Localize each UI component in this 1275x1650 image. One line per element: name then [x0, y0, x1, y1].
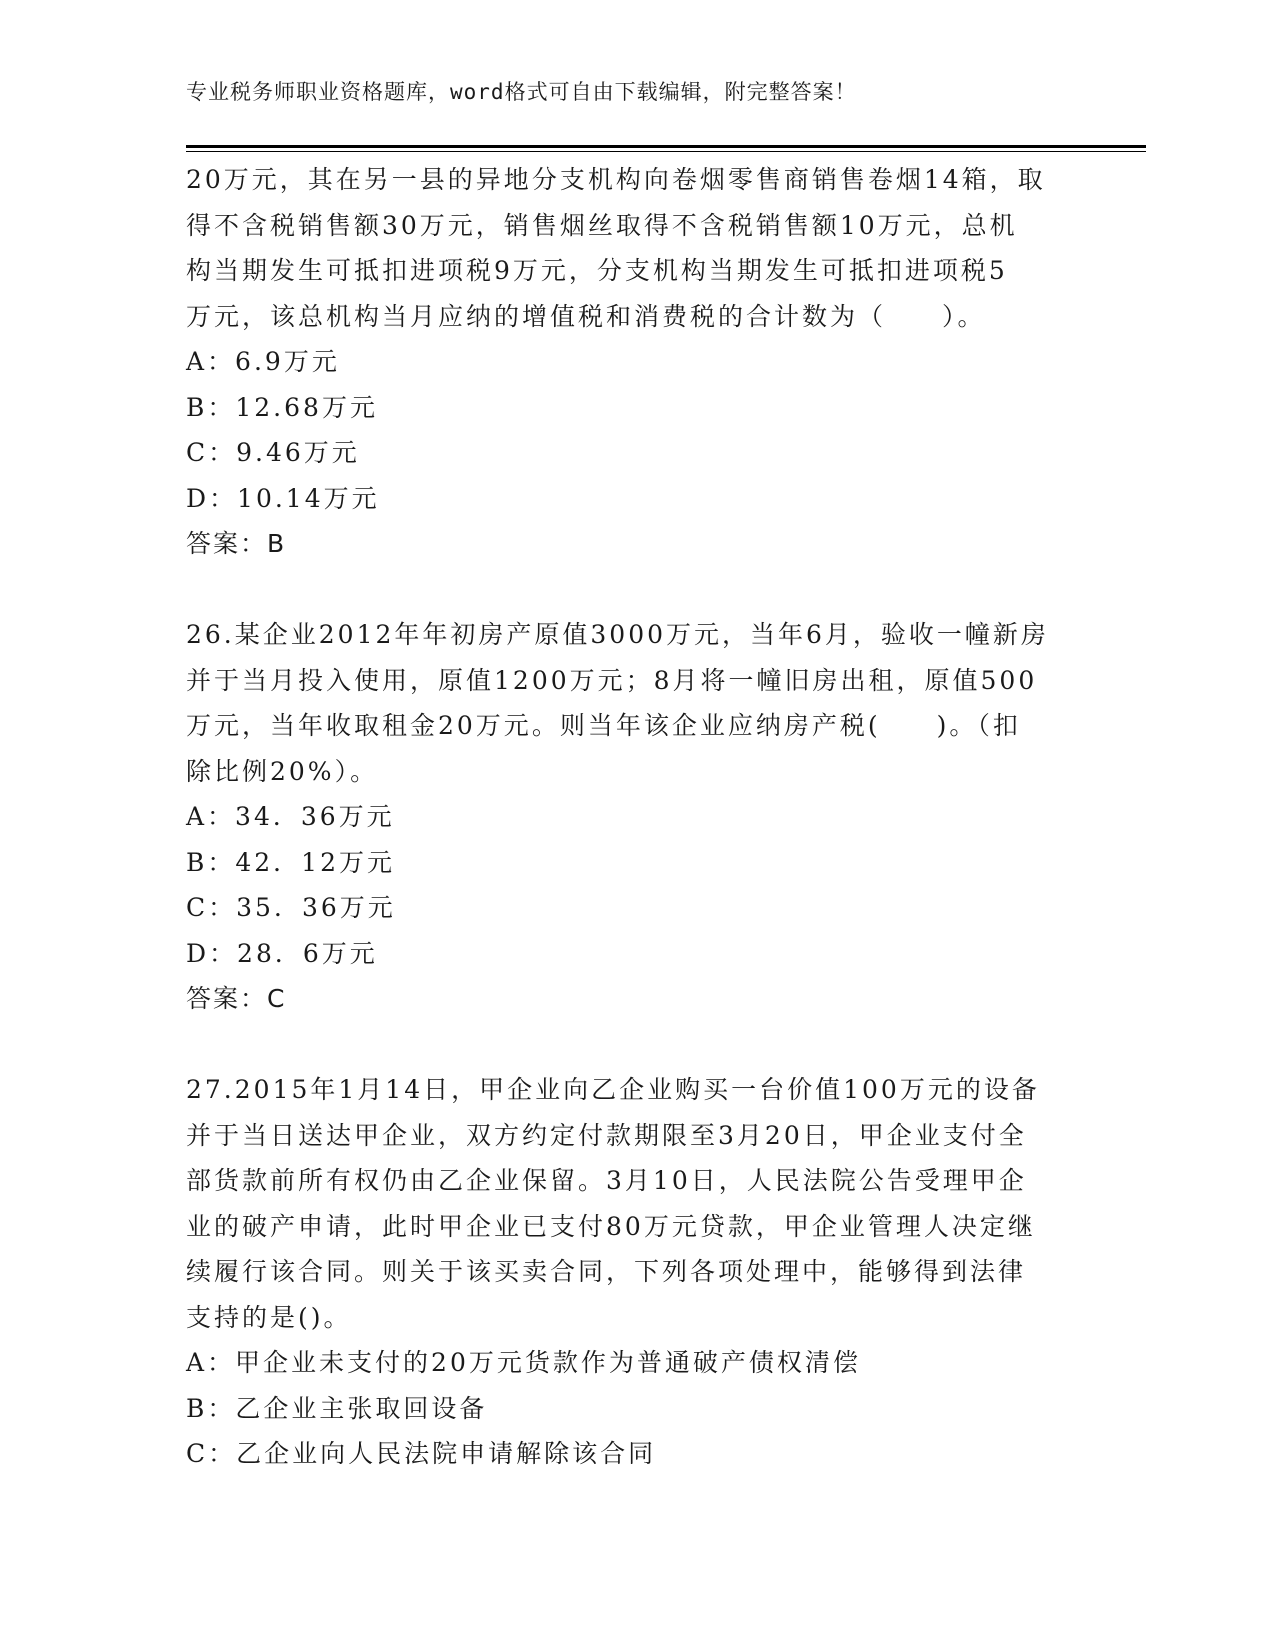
option-a: A：甲企业未支付的20万元货款作为普通破产债权清偿 — [186, 1348, 861, 1377]
question-text-line: 万元，该总机构当月应纳的增值税和消费税的合计数为（ ）。 — [186, 301, 986, 331]
question-text-line: 万元，当年收取租金20万元。则当年该企业应纳房产税( )。（扣 — [186, 711, 1021, 740]
header-rule-thin — [186, 151, 1146, 152]
question-text-line: 27.2015年1月14日，甲企业向乙企业购买一台价值100万元的设备 — [186, 1075, 1040, 1104]
header-rule-thick — [186, 145, 1146, 148]
question-text-line: 续履行该合同。则关于该买卖合同，下列各项处理中，能够得到法律 — [186, 1257, 1027, 1286]
question-text-line: 支持的是()。 — [186, 1302, 352, 1332]
question-text-line: 26.某企业2012年年初房产原值3000万元，当年6月，验收一幢新房 — [186, 620, 1049, 649]
question-text-line: 并于当日送达甲企业，双方约定付款期限至3月20日，甲企业支付全 — [186, 1120, 1027, 1150]
question-26 — [186, 612, 1086, 1022]
option-c: C：9.46万元 — [186, 438, 360, 467]
option-c: C：乙企业向人民法院申请解除该合同 — [186, 1439, 657, 1468]
answer-line: 答案：C — [186, 984, 287, 1013]
question-text-line: 并于当月投入使用，原值1200万元；8月将一幢旧房出租，原值500 — [186, 665, 1038, 695]
question-25 — [186, 157, 1086, 567]
page-header: 专业税务师职业资格题库，word格式可自由下载编辑，附完整答案！ — [186, 80, 857, 104]
question-text-line: 得不含税销售额30万元，销售烟丝取得不含税销售额10万元，总机 — [186, 210, 1018, 240]
question-text-line: 部货款前所有权仍由乙企业保留。3月10日，人民法院公告受理甲企 — [186, 1166, 1027, 1195]
option-a: A：34．36万元 — [186, 802, 395, 831]
option-a: A：6.9万元 — [186, 347, 340, 376]
option-c: C：35．36万元 — [186, 893, 396, 922]
answer-line: 答案：B — [186, 529, 287, 558]
option-d: D：28．6万元 — [186, 938, 378, 968]
question-text-line: 除比例20%）。 — [186, 756, 379, 786]
question-27 — [186, 1067, 1086, 1477]
option-b: B：乙企业主张取回设备 — [186, 1393, 488, 1423]
question-text-line: 构当期发生可抵扣进项税9万元，分支机构当期发生可抵扣进项税5 — [186, 256, 1008, 285]
option-b: B：12.68万元 — [186, 392, 378, 422]
question-text-line: 20万元，其在另一县的异地分支机构向卷烟零售商销售卷烟14箱，取 — [186, 165, 1046, 194]
spacer — [186, 567, 1086, 613]
document-body — [186, 157, 1086, 1477]
option-d: D：10.14万元 — [186, 483, 380, 513]
spacer — [186, 1022, 1086, 1068]
option-b: B：42．12万元 — [186, 847, 395, 877]
question-text-line: 业的破产申请，此时甲企业已支付80万元贷款，甲企业管理人决定继 — [186, 1211, 1036, 1241]
